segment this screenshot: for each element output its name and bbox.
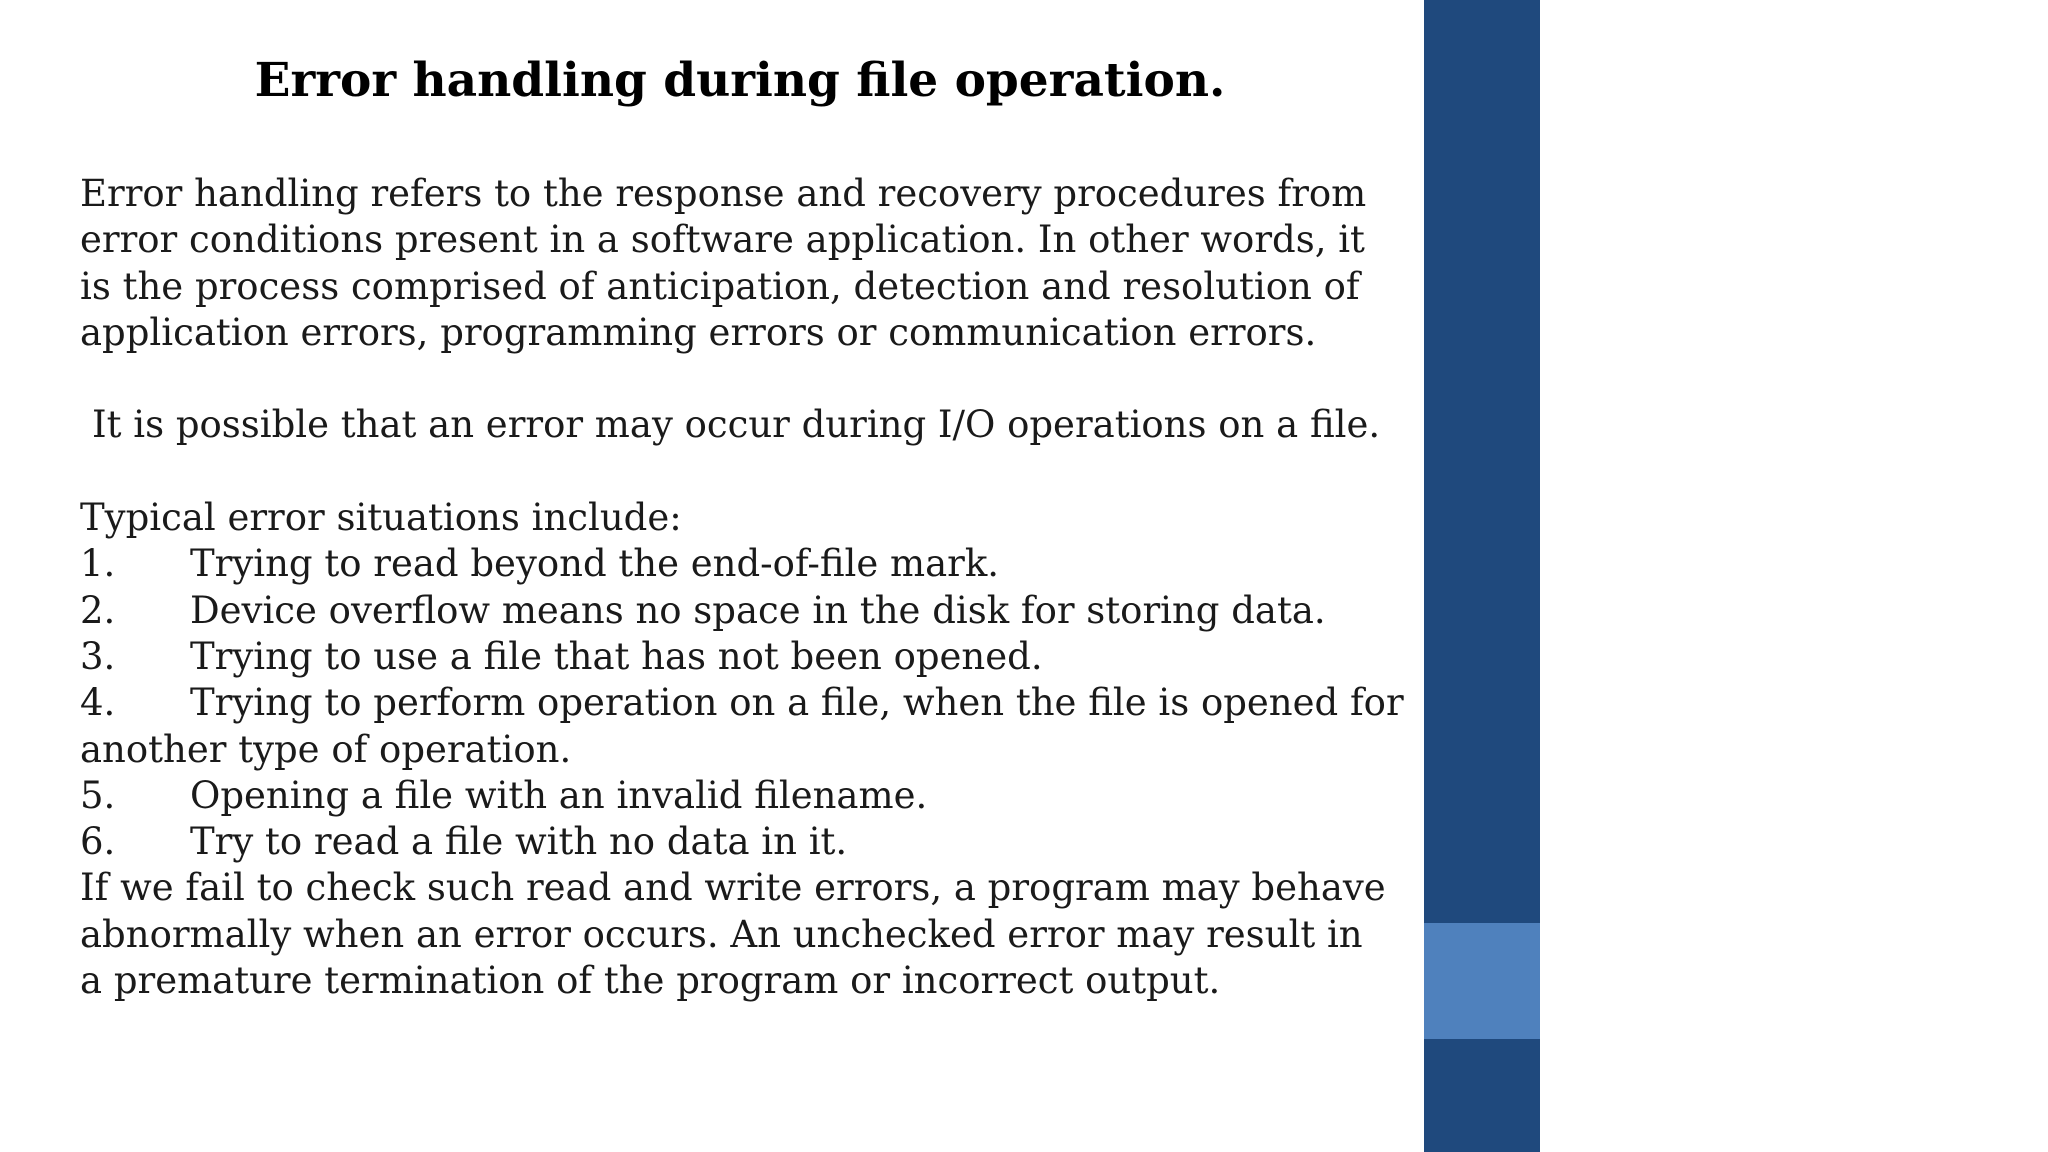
intro-line: is the process comprised of anticipation, detection and resolution of [80, 264, 1360, 308]
list-item-number: 2. [80, 588, 116, 632]
list-item-continuation: another type of operation. [80, 727, 572, 771]
list-item [80, 773, 1425, 819]
conclusion-line: a premature termination of the program or incorrect output. [80, 959, 1221, 1003]
list-item-number: 6. [80, 820, 116, 864]
list-item [80, 634, 1425, 680]
list-item [80, 541, 1425, 587]
conclusion-line: If we fail to check such read and write errors, a program may behave [80, 866, 1386, 910]
list-item-number: 1. [80, 542, 116, 586]
list-item-text: Trying to perform operation on a file, when the file is opened for [190, 681, 1404, 725]
list-item [80, 680, 1425, 726]
conclusion-line: abnormally when an error occurs. An unchecked error may result in [80, 912, 1363, 956]
list-item-text: Trying to use a file that has not been opened. [190, 634, 1043, 678]
list-item [80, 588, 1425, 634]
slide-body [80, 171, 1425, 1004]
list-item-text: Device overflow means no space in the disk for storing data. [190, 588, 1326, 632]
sidebar-band-dark-bottom [1424, 1039, 1540, 1152]
io-error-statement: It is possible that an error may occur during I/O operations on a file. [92, 403, 1381, 447]
paragraph-gap [80, 356, 1425, 402]
slide-title: Error handling during file operation. [254, 53, 1226, 108]
list-item-text: Try to read a file with no data in it. [190, 820, 848, 864]
intro-line: error conditions present in a software application. In other words, it [80, 218, 1365, 262]
list-item-number: 3. [80, 634, 116, 678]
sidebar-band-accent [1424, 923, 1540, 1039]
intro-line: Error handling refers to the response and recovery procedures from [80, 172, 1367, 215]
list-item-text: Trying to read beyond the end-of-file mark. [190, 542, 1000, 586]
list-item-text: Opening a file with an invalid filename. [190, 773, 928, 817]
list-item [80, 819, 1425, 865]
paragraph-gap [80, 449, 1425, 495]
sidebar-band-dark-top [1424, 0, 1540, 923]
intro-line: application errors, programming errors or communication errors. [80, 310, 1317, 354]
list-item-number: 5. [80, 773, 116, 817]
decorative-sidebar [1424, 0, 1540, 1152]
list-heading: Typical error situations include: [80, 496, 682, 540]
list-item-number: 4. [80, 681, 116, 725]
